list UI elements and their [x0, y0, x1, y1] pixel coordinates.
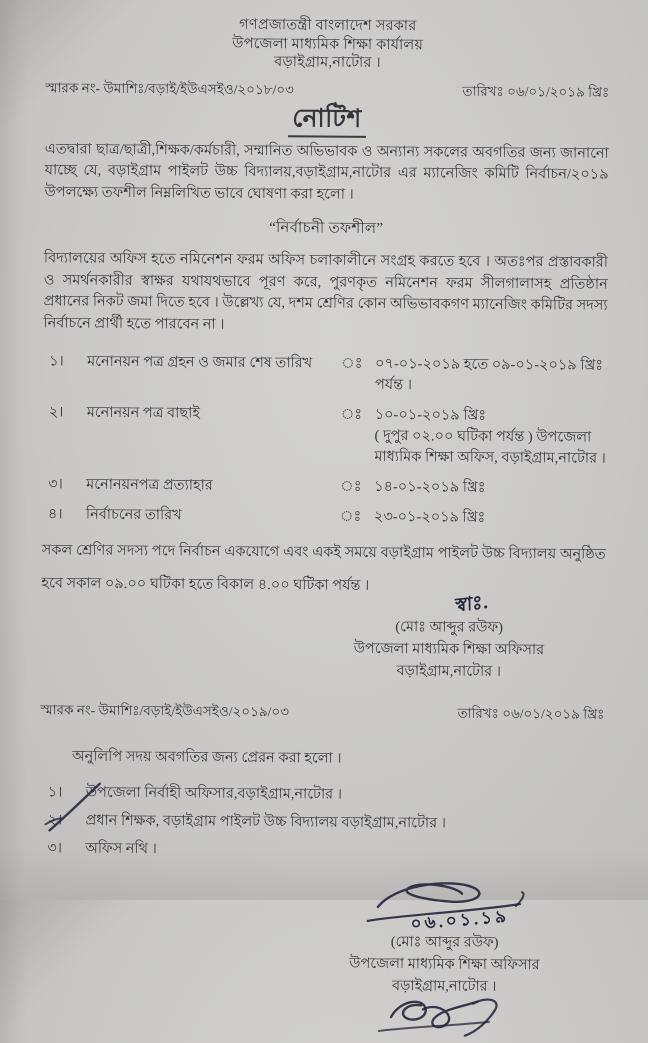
signature-scribble-bottom-icon: [369, 991, 519, 1042]
row-number: ১।: [49, 353, 64, 370]
row-colon: ঃ: [340, 406, 363, 423]
row-colon: ঃ: [341, 355, 363, 372]
office-address-line: বড়াইগ্রাম,নাটোর ।: [274, 54, 381, 71]
row-label: মনোনয়ন পত্র গ্রহন ও জমার শেষ তারিখ: [87, 353, 313, 372]
page-title: নোটিশ: [288, 104, 366, 138]
row-label: মনোনয়নপত্র প্রত্যাহার: [86, 476, 213, 494]
schedule-list: [42, 351, 607, 529]
row-value: ১৪-০১-২০১৯ খ্রিঃ: [374, 478, 486, 496]
cc-row: [40, 780, 604, 808]
row-value: ১০-০১-২০১৯ খ্রিঃ: [374, 406, 487, 424]
signature-block-1: [313, 592, 586, 683]
signatory-title: উপজেলা মাধ্যমিক শিক্ষা অফিসার: [353, 640, 545, 659]
row-number: ২।: [48, 404, 64, 421]
cc-list: [39, 780, 604, 864]
row-note: ( দুপুর ০২.০০ ঘটিকা পর্যন্ত ) উপজেলা মাধ্যমিক শিক্ষা অফিস, বড়াইগ্রাম,নাটোর ।: [374, 427, 606, 467]
signatory-address: বড়াইগ্রাম,নাটোর ।: [391, 978, 497, 995]
memo-row-2: [40, 699, 604, 724]
instructions-paragraph: বিদ্যালয়ের অফিস হতে নমিনেশন ফরম অফিস চলাকালীনে সংগ্রহ করতে হবে । অতঃপর প্রস্তাবকারী ও সমর্থনকারীর স্বাক্ষর যথাযথভাবে পূরণ করে, পুরণকৃত নমিনেশন ফরম সীলগালাসহ প্রতিষ্ঠান প্রধানের নিকট জমা দিতে হবে । উল্লেখ্য যে, দশম শ্রেণির কোন অভিভাবকগণ ম্যানেজিং কমিটির সদস্য নির্বাচনে প্রার্থী হতে পারবেন না ।: [43, 250, 609, 333]
intro-paragraph: এতদ্বারা ছাত্র/ছাত্রী,শিক্ষক/কর্মচারী, সম্মানিত অভিভাবক ও অন্যান্য সকলের অবগতির জন্য জানানো যাচ্ছে যে, বড়াইগ্রাম পাইলট উচ্চ বিদ্যালয়,বড়াইগ্রাম,নাটোর এর ম্যানেজিং কমিটি নির্বাচন/২০১৯ উপলক্ষ্যে তফশীল নিম্নলিখিত ভাবে ঘোষণা করা হলো ।: [44, 140, 609, 203]
memo-date-1: তারিখঃ ০৬/০১/২০১৯ খ্রিঃ: [462, 83, 610, 100]
cc-text: প্রধান শিক্ষক, বড়াইগ্রাম পাইলট উচ্চ বিদ্যালয় বড়াইগ্রাম,নাটোর ।: [85, 812, 447, 832]
letterhead: [45, 14, 609, 74]
cc-text: অফিস নথি ।: [85, 840, 157, 858]
row-label: মনোনয়ন পত্র বাছাই: [86, 404, 200, 422]
government-line: গণপ্রজাতন্ত্রী বাংলাদেশ সরকার: [239, 16, 417, 35]
schedule-row: [43, 351, 607, 397]
title-wrap: [45, 102, 609, 139]
signatory-address: বড়াইগ্রাম,নাটোর ।: [396, 663, 502, 680]
signatory-title: উপজেলা মাধ্যমিক শিক্ষা অফিসার: [349, 955, 540, 974]
row-colon: ঃ: [339, 508, 362, 525]
row-number: ৪।: [47, 506, 63, 523]
cc-number: ১।: [47, 784, 63, 801]
cc-heading: অনুলিপি সদয় অবগতির জন্য প্রেরন করা হলো ।: [71, 748, 342, 767]
schedule-heading: “নির্বাচনী তফশীল”: [269, 220, 384, 237]
memo-date-2: তারিখঃ ০৬/০১/২০১৯ খ্রিঃ: [457, 705, 605, 722]
closing-paragraph: সকল শ্রেণির সদস্য পদে নির্বাচন একযোগে এবং একই সময়ে বড়াইগ্রাম পাইলট উচ্চ বিদ্যালয় অনুষ্ঠিত হবে সকাল ০৯.০০ ঘটিকা হতে বিকাল ৪.০০ ঘটিকা পর্যন্ত ।: [41, 542, 606, 594]
row-value-group: [374, 405, 606, 470]
handwritten-date: ০৬.০১.১৯: [409, 906, 510, 934]
office-line: উপজেলা মাধ্যমিক শিক্ষা কার্যালয়: [232, 35, 424, 53]
cc-number: ২।: [47, 812, 63, 829]
schedule-row: [42, 504, 606, 529]
cc-row: [39, 808, 603, 836]
schedule-row: [42, 474, 606, 499]
cc-number: ৩।: [47, 840, 63, 857]
row-label: নির্বাচনের তারিখ: [85, 506, 182, 524]
row-value: ০৭-০১-২০১৯ হতে ০৯-০১-২০১৯ খ্রিঃ পর্যন্ত ।: [374, 355, 604, 394]
memo-number-2: স্মারক নং- উমাশিঃ/বড়াই/ইউএসইও/২০১৯/০৩: [40, 702, 289, 720]
row-value: ২৩-০১-২০১৯ খ্রিঃ: [373, 508, 486, 526]
cc-text: উপজেলা নির্বাহী অফিসার,বড়াইগ্রাম,নাটোর ।: [85, 784, 343, 803]
signature-mark: স্বাঃ.: [455, 591, 490, 617]
memo-number-1: স্মারক নং- উমাশিঃ/বড়াই/ইউএসইও/২০১৮/০৩: [45, 79, 294, 97]
schedule-row: [42, 402, 606, 469]
row-number: ৩।: [48, 476, 63, 493]
row-colon: ঃ: [340, 478, 362, 495]
signatory-name: (মোঃ আব্দুর রউফ): [390, 934, 499, 951]
cc-row: [39, 836, 603, 864]
signatory-name: (মোঃ আব্দুর রউফ): [395, 619, 503, 636]
memo-row-1: [45, 77, 609, 102]
signature-block-2: [298, 876, 591, 1042]
